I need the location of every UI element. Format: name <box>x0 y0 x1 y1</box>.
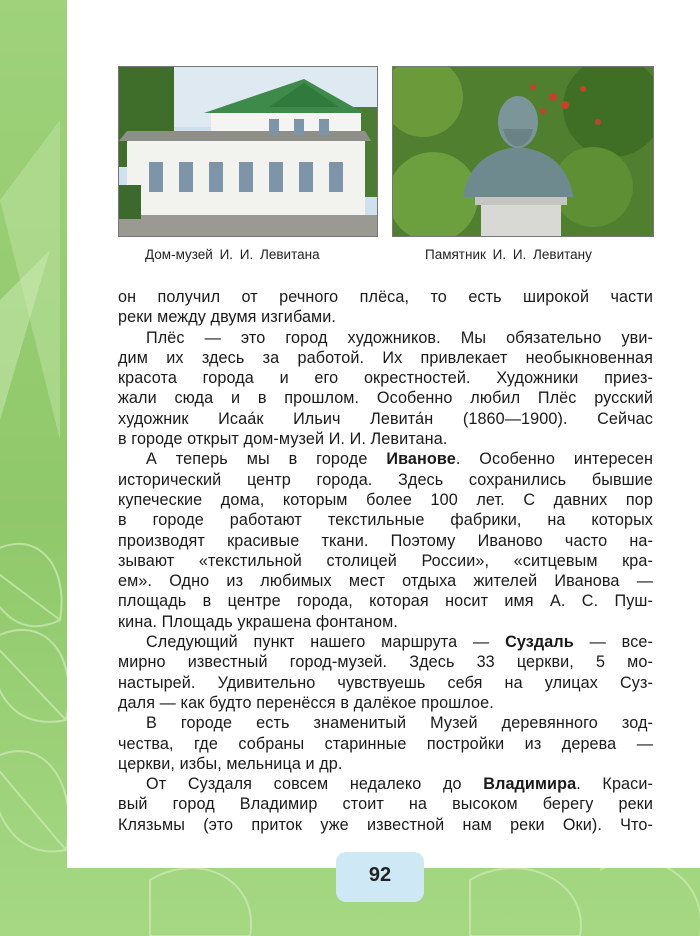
museum-caption: Дом-музей И. И. Левитана <box>145 247 320 262</box>
text-line: Плёс — это город художников. Мы обязательно уви- <box>146 328 653 347</box>
text-line: красота города и его окрестностей. Художники приез- <box>118 369 653 388</box>
museum-house-photo <box>118 66 378 237</box>
text-line: купеческие дома, которым более 100 лет. С давних пор <box>118 490 653 509</box>
text-line: Клязьмы (это приток уже известной нам реки Оки). Что- <box>118 815 653 834</box>
city-name: Иванове <box>386 450 456 469</box>
text-line: ем». Одно из любимых мест отдыха жителей Иванова — <box>118 572 653 591</box>
text-line: настырей. Удивительно чувствуешь себя на улицах Суз- <box>118 673 653 692</box>
text-line: Следующий пункт нашего маршрута — Суздаль — все- <box>146 633 653 652</box>
text-line: В городе есть знаменитый Музей деревянного зод- <box>146 714 653 733</box>
text-line: он получил от речного плёса, то есть широкой части <box>118 288 653 306</box>
text-line: реки между двумя изгибами. <box>118 308 337 327</box>
city-name: Владимира <box>483 775 577 794</box>
text-line: художник Исаа́к Ильич Левита́н (1860—1900). Сейчас <box>118 409 653 428</box>
text-line: в городе открыт дом-музей И. И. Левитана. <box>118 430 448 449</box>
page-number: 92 <box>368 864 392 886</box>
text-line: даля — как будто перенёсся в далёкое прошлое. <box>118 693 494 712</box>
text-line: вый город Владимир стоит на высоком берегу реки <box>118 795 653 814</box>
text-line: площадь в центре города, которая носит имя А. С. Пуш- <box>118 592 653 611</box>
text-line: От Суздаля совсем недалеко до Владимира. Краси- <box>146 775 653 794</box>
text-line: мирно известный город-музей. Здесь 33 церкви, 5 мо- <box>118 653 653 672</box>
text-line: кина. Площадь украшена фонтаном. <box>118 612 398 631</box>
body-text <box>118 287 653 835</box>
text-line: в городе работают текстильные фабрики, на которых <box>118 511 653 530</box>
text-line: дим их здесь за работой. Их привлекает необыкновенная <box>118 348 653 367</box>
levitan-monument-photo <box>392 66 654 237</box>
text-line: зывают «текстильной столицей России», «ситцевым кра- <box>118 551 653 570</box>
monument-caption: Памятник И. И. Левитану <box>425 247 592 262</box>
text-line: исторический центр города. Здесь сохранились бывшие <box>118 470 653 489</box>
text-line: церкви, избы, мельница и др. <box>118 754 343 773</box>
text-line: производят красивые ткани. Поэтому Иваново часто на- <box>118 531 653 550</box>
city-name: Суздаль <box>505 633 574 652</box>
text-line: жали сюда и в прошлом. Особенно любил Плёс русский <box>118 389 653 408</box>
text-line: А теперь мы в городе Иванове. Особенно интересен <box>146 450 653 469</box>
text-line: чества, где собраны старинные постройки из дерева — <box>118 734 653 753</box>
